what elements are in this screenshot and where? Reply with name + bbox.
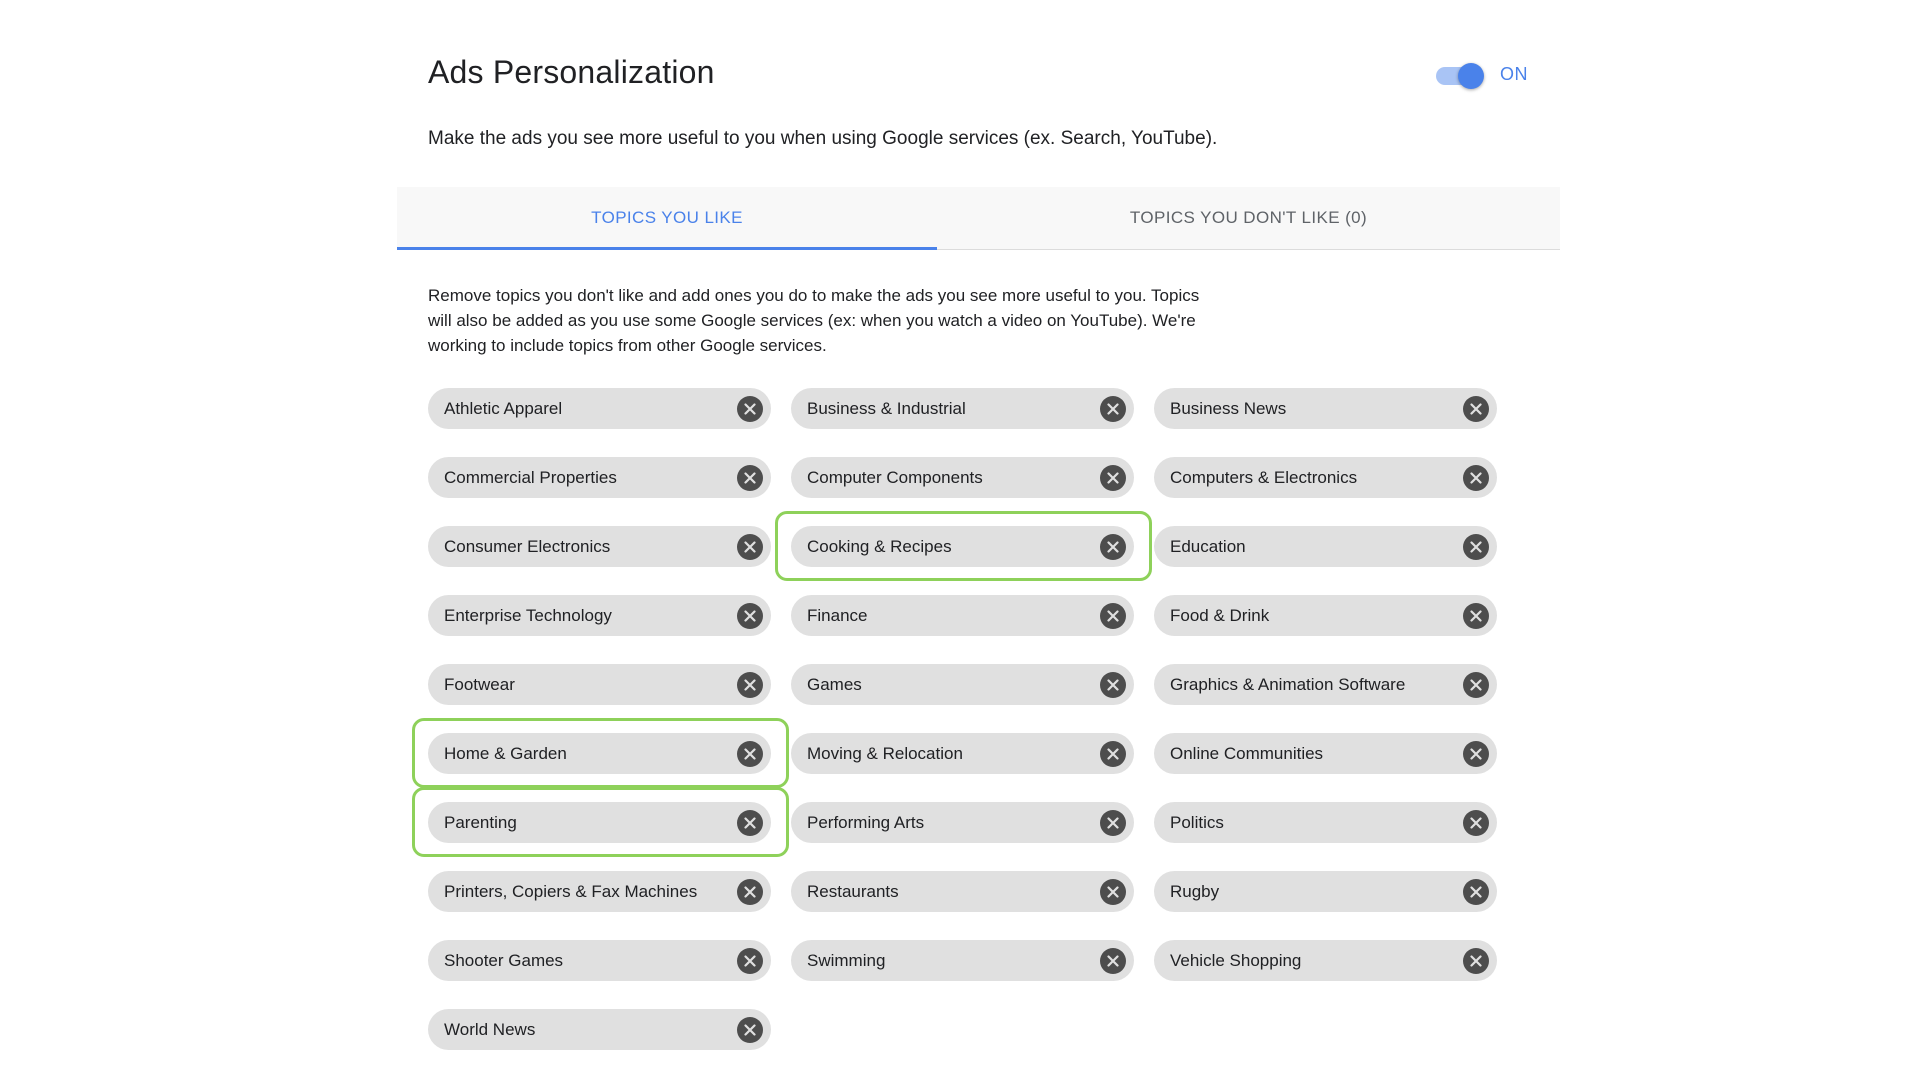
topics-list xyxy=(428,388,1528,1050)
topic-chip-label: Shooter Games xyxy=(444,950,564,970)
close-circle-icon[interactable] xyxy=(1100,534,1126,560)
topic-chip xyxy=(791,871,1134,912)
close-circle-icon[interactable] xyxy=(737,1017,763,1043)
topic-chip xyxy=(428,664,771,705)
close-circle-icon[interactable] xyxy=(737,810,763,836)
topic-chip xyxy=(428,733,771,774)
topic-chip-label: Footwear xyxy=(444,674,515,694)
topic-chip-label: Home & Garden xyxy=(444,743,567,763)
close-circle-icon[interactable] xyxy=(1100,879,1126,905)
topic-chip xyxy=(791,595,1134,636)
close-circle-icon[interactable] xyxy=(1100,948,1126,974)
topic-chip xyxy=(428,457,771,498)
close-circle-icon[interactable] xyxy=(1100,603,1126,629)
topic-chip xyxy=(791,457,1134,498)
topic-chip-label: Moving & Relocation xyxy=(807,743,963,763)
close-circle-icon[interactable] xyxy=(1463,465,1489,491)
topic-chip-label: Printers, Copiers & Fax Machines xyxy=(444,881,698,901)
topic-chip xyxy=(1154,664,1497,705)
topics-intro-text: Remove topics you don't like and add ones you do to make the ads you see more useful to you. Topics will also be added as you use some Google services (ex: when you watch a video on YouTube). We're working to include topics from other Google services. xyxy=(428,286,1200,355)
close-circle-icon[interactable] xyxy=(737,396,763,422)
topic-chip-label: Politics xyxy=(1170,812,1224,832)
toggle-state-label: ON xyxy=(1500,63,1528,84)
topic-chip xyxy=(791,802,1134,843)
topic-chip xyxy=(428,940,771,981)
topic-chip xyxy=(1154,526,1497,567)
topic-chip xyxy=(1154,388,1497,429)
topic-chip-label: Business News xyxy=(1170,398,1287,418)
topic-chip-label: Enterprise Technology xyxy=(444,605,612,625)
close-circle-icon[interactable] xyxy=(1463,534,1489,560)
topic-chip-label: Games xyxy=(807,674,862,694)
close-circle-icon[interactable] xyxy=(1100,741,1126,767)
topic-chip-label: Restaurants xyxy=(807,881,899,901)
close-circle-icon[interactable] xyxy=(1463,741,1489,767)
personalization-toggle[interactable] xyxy=(1434,62,1482,86)
topic-chip-label: World News xyxy=(444,1019,536,1039)
topic-chip-label: Education xyxy=(1170,536,1246,556)
topic-chip-label: Food & Drink xyxy=(1170,605,1270,625)
topic-chip xyxy=(428,595,771,636)
topic-chip-label: Commercial Properties xyxy=(444,467,617,487)
page-description: Make the ads you see more useful to you when using Google services (ex. Search, YouTube). xyxy=(428,128,1218,149)
personalization-toggle-group xyxy=(1434,62,1528,86)
topic-chip xyxy=(791,664,1134,705)
close-circle-icon[interactable] xyxy=(1463,672,1489,698)
topic-chip-label: Computers & Electronics xyxy=(1170,467,1358,487)
close-circle-icon[interactable] xyxy=(1463,603,1489,629)
topic-chip-label: Consumer Electronics xyxy=(444,536,611,556)
page-title: Ads Personalization xyxy=(428,54,715,90)
topic-chip-label: Swimming xyxy=(807,950,886,970)
close-circle-icon[interactable] xyxy=(1463,810,1489,836)
header xyxy=(428,50,1528,100)
topic-chip-label: Parenting xyxy=(444,812,517,832)
topic-chip-label: Cooking & Recipes xyxy=(807,536,952,556)
close-circle-icon[interactable] xyxy=(1100,465,1126,491)
topic-chip xyxy=(1154,940,1497,981)
topic-chip xyxy=(791,940,1134,981)
close-circle-icon[interactable] xyxy=(737,948,763,974)
topic-chip-label: Rugby xyxy=(1170,881,1220,901)
topic-chip xyxy=(428,802,771,843)
close-circle-icon[interactable] xyxy=(1100,672,1126,698)
close-circle-icon[interactable] xyxy=(1463,879,1489,905)
topic-chip xyxy=(1154,457,1497,498)
toggle-thumb xyxy=(1458,63,1484,89)
topic-chip xyxy=(428,871,771,912)
topic-chip-label: Finance xyxy=(807,605,868,625)
close-circle-icon[interactable] xyxy=(737,879,763,905)
topic-chip-label: Athletic Apparel xyxy=(444,398,563,418)
topic-chip xyxy=(428,526,771,567)
close-circle-icon[interactable] xyxy=(737,672,763,698)
close-circle-icon[interactable] xyxy=(1100,810,1126,836)
close-circle-icon[interactable] xyxy=(1463,948,1489,974)
topic-chip xyxy=(791,733,1134,774)
topic-chip xyxy=(1154,871,1497,912)
topic-chip-label: Vehicle Shopping xyxy=(1170,950,1302,970)
close-circle-icon[interactable] xyxy=(1463,396,1489,422)
topic-chip-label: Online Communities xyxy=(1170,743,1324,763)
close-circle-icon[interactable] xyxy=(737,534,763,560)
topic-chip-label: Graphics & Animation Software xyxy=(1170,674,1406,694)
topic-chip xyxy=(1154,733,1497,774)
close-circle-icon[interactable] xyxy=(737,603,763,629)
close-circle-icon[interactable] xyxy=(737,741,763,767)
topic-chip xyxy=(791,526,1134,567)
topic-chip xyxy=(1154,802,1497,843)
topic-chip-label: Business & Industrial xyxy=(807,398,966,418)
tab-topics-you-dont-like[interactable]: TOPICS YOU DON'T LIKE (0) xyxy=(1129,208,1368,227)
topic-chip xyxy=(428,1009,771,1050)
topics-tabs xyxy=(397,187,1560,250)
topic-chip xyxy=(428,388,771,429)
topic-chip xyxy=(1154,595,1497,636)
topic-chip-label: Computer Components xyxy=(807,467,983,487)
tab-topics-you-like[interactable]: TOPICS YOU LIKE xyxy=(397,187,937,249)
topic-chip-label: Performing Arts xyxy=(807,812,925,832)
topic-chip xyxy=(791,388,1134,429)
close-circle-icon[interactable] xyxy=(1100,396,1126,422)
close-circle-icon[interactable] xyxy=(737,465,763,491)
